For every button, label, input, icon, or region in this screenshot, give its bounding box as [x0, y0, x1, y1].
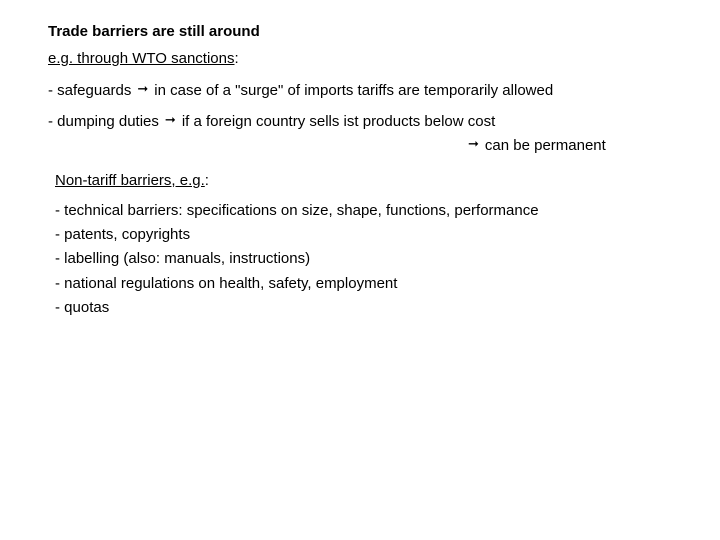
dumping-label: - dumping duties [48, 113, 159, 130]
right-arrow-icon: ➞ [468, 136, 479, 151]
list-item: - labelling (also: manuals, instructions) [55, 250, 311, 267]
list-item: - patents, copyrights [55, 226, 191, 243]
permanent-text: can be permanent [484, 137, 606, 154]
right-arrow-icon: ➞ [137, 81, 149, 96]
list-item: - quotas [55, 299, 110, 316]
wto-sanctions-line [48, 50, 239, 68]
safeguards-label: - safeguards [48, 82, 132, 99]
list-item: - national regulations on health, safety, employment [55, 275, 398, 292]
non-tariff-heading-colon: : [204, 172, 209, 189]
dumping-description: if a foreign country sells ist products below cost [181, 113, 496, 130]
list-item: - technical barriers: specifications on size, shape, functions, performance [55, 202, 539, 219]
non-tariff-heading [55, 172, 209, 190]
non-tariff-heading-text: Non-tariff barriers, e.g. [55, 172, 205, 189]
wto-sanctions-colon: : [234, 50, 239, 67]
safeguards-description: in case of a "surge" of imports tariffs are temporarily allowed [154, 82, 554, 99]
dumping-line [48, 113, 495, 131]
wto-sanctions-text: e.g. through WTO sanctions [48, 50, 235, 67]
slide-title: Trade barriers are still around [48, 23, 260, 40]
safeguards-line [48, 82, 553, 100]
right-arrow-icon: ➞ [164, 112, 176, 127]
permanent-line [462, 137, 606, 155]
